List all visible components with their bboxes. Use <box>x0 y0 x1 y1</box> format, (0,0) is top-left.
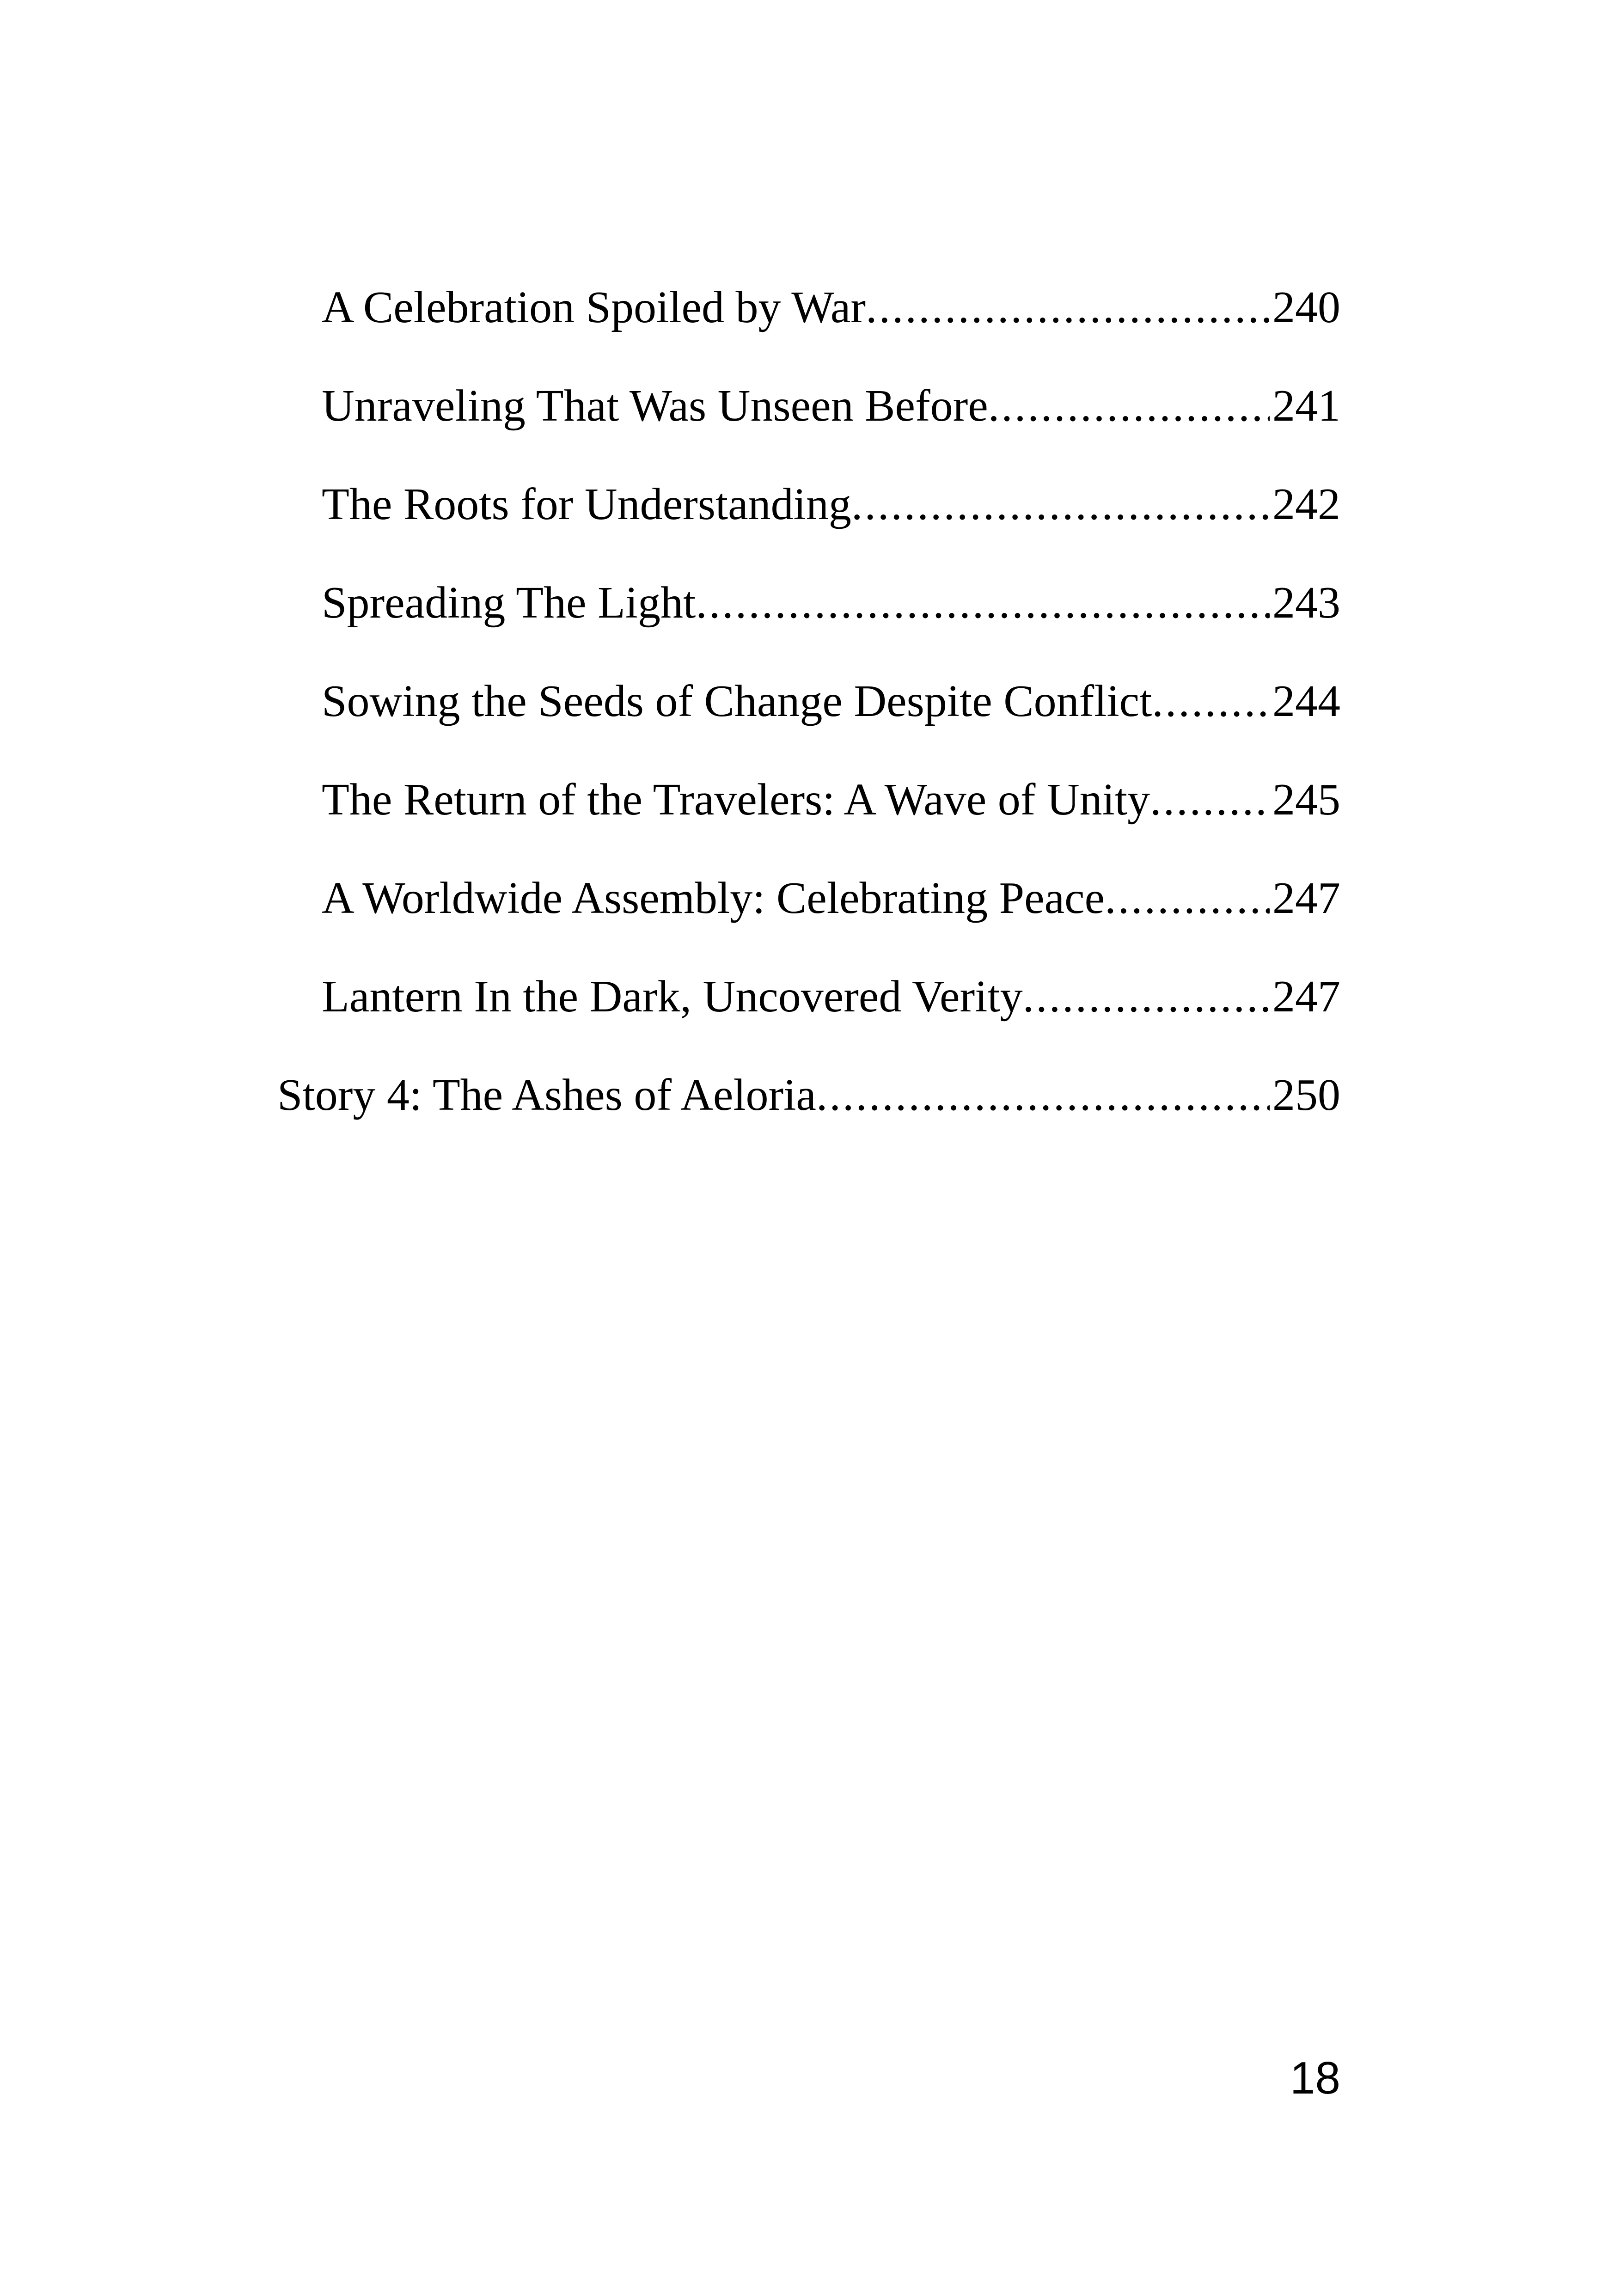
toc-entry[interactable] <box>322 962 1340 1031</box>
toc-entry-page: 243 <box>1272 578 1340 628</box>
toc-entry[interactable] <box>322 371 1340 441</box>
page-number: 18 <box>1290 2052 1340 2103</box>
toc-entry[interactable] <box>322 273 1340 342</box>
toc-entry-title: Sowing the Seeds of Change Despite Conflict <box>322 676 1152 726</box>
toc-entry-page: 247 <box>1272 873 1340 923</box>
toc-dot-leader <box>1105 863 1270 933</box>
toc-entry-title: Story 4: The Ashes of Aeloria <box>277 1070 816 1120</box>
toc-entry-title: The Roots for Understanding <box>322 479 851 529</box>
toc-entry[interactable] <box>322 568 1340 637</box>
toc-dot-leader <box>988 371 1270 441</box>
toc-dot-leader <box>696 568 1270 637</box>
toc-entry-title: A Worldwide Assembly: Celebrating Peace <box>322 873 1105 923</box>
toc-entry-page: 242 <box>1272 479 1340 529</box>
toc-dot-leader <box>1023 962 1270 1031</box>
toc-entry-title: A Celebration Spoiled by War <box>322 282 866 332</box>
toc-entry-page: 250 <box>1272 1070 1340 1120</box>
toc-dot-leader <box>1152 667 1270 736</box>
toc-entry-title: Spreading The Light <box>322 578 696 628</box>
toc-entry-story[interactable] <box>277 1060 1340 1130</box>
toc-entry[interactable] <box>322 470 1340 539</box>
toc-dot-leader <box>816 1060 1270 1130</box>
toc-dot-leader <box>851 470 1270 539</box>
toc-entry[interactable] <box>322 863 1340 933</box>
toc-entry-page: 240 <box>1272 282 1340 332</box>
toc-entry-title: Unraveling That Was Unseen Before <box>322 381 988 431</box>
toc-entry-page: 244 <box>1272 676 1340 726</box>
toc-entry-page: 247 <box>1272 972 1340 1022</box>
toc-entry[interactable] <box>322 765 1340 834</box>
toc-dot-leader <box>1150 765 1270 834</box>
toc-dot-leader <box>866 273 1270 342</box>
toc-entry[interactable] <box>322 667 1340 736</box>
toc-entry-title: The Return of the Travelers: A Wave of Unity <box>322 775 1150 825</box>
toc-entry-page: 245 <box>1272 775 1340 825</box>
toc-entry-title: Lantern In the Dark, Uncovered Verity <box>322 972 1023 1022</box>
toc-entry-page: 241 <box>1272 381 1340 431</box>
